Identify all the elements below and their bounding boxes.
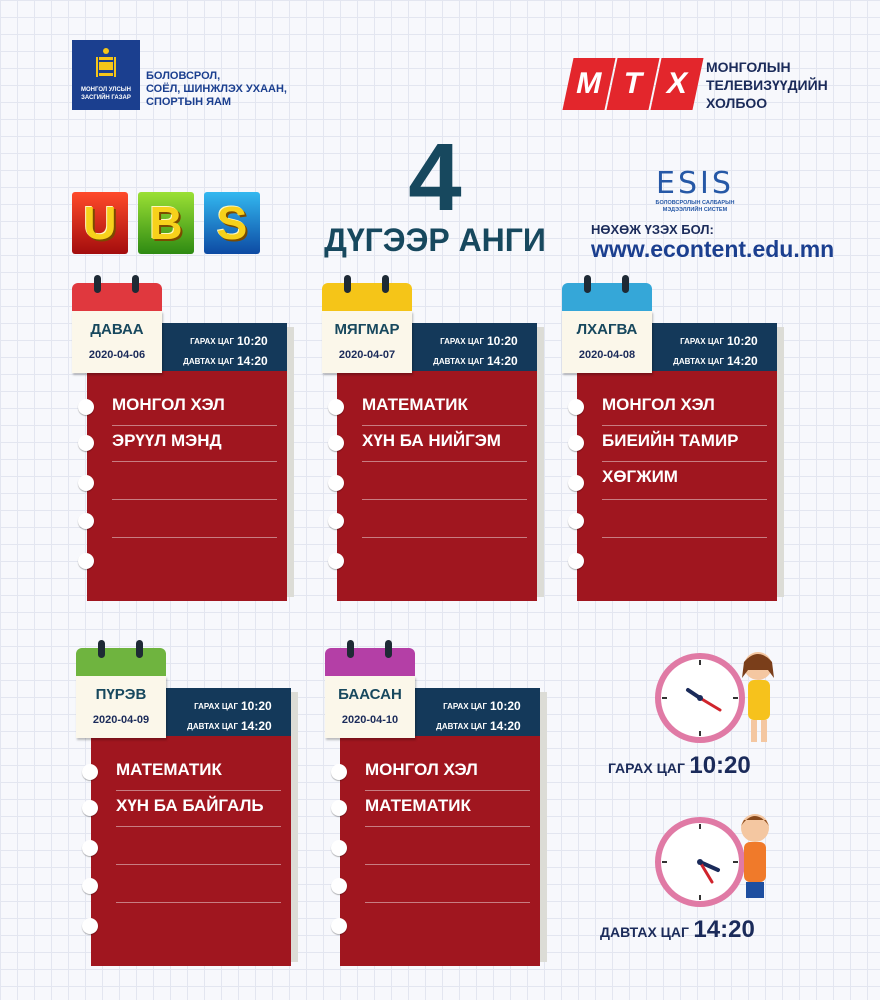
subject-name: ХӨГЖИМ (602, 467, 678, 486)
binder-hole (568, 399, 584, 415)
binder-hole (331, 878, 347, 894)
calendar-ring (385, 640, 392, 658)
air-time-label-group (608, 752, 751, 780)
calendar-ring (347, 640, 354, 658)
more-info-link[interactable]: www.econtent.edu.mn (591, 236, 835, 262)
calendar-top (325, 648, 415, 676)
binder-hole (78, 513, 94, 529)
mtx-letters (568, 58, 698, 110)
soyombo-icon (96, 46, 116, 80)
binder-hole (568, 435, 584, 451)
rerun-time-label: ДАВТАХ ЦАГ (433, 357, 484, 366)
ruled-line (602, 499, 767, 500)
rerun-time-value: 14:20 (487, 354, 518, 368)
clock-icon (600, 810, 780, 920)
subject-board (87, 371, 287, 601)
calendar-icon (562, 283, 652, 365)
air-time-value: 10:20 (689, 752, 751, 779)
air-time-label: ГАРАХ ЦАГ (194, 702, 238, 711)
binder-hole (568, 553, 584, 569)
ruled-line (362, 461, 527, 462)
ministry-name-line: СПОРТЫН ЯАМ (146, 96, 232, 108)
esis-word: ESIS (656, 166, 734, 201)
binder-hole (78, 475, 94, 491)
day-date: 2020-04-08 (578, 349, 636, 361)
ministry-name-line: СОЁЛ, ШИНЖЛЭХ УХААН, (146, 83, 287, 95)
mtx-name (706, 58, 846, 112)
day-date: 2020-04-06 (88, 349, 146, 361)
calendar-top (72, 283, 162, 311)
binder-hole (331, 764, 347, 780)
time-bar (412, 323, 537, 371)
rerun-time-value: 14:20 (241, 719, 272, 733)
mtx-name-line: ХОЛБОО (706, 95, 768, 111)
binder-hole (568, 475, 584, 491)
rerun-time-value: 14:20 (727, 354, 758, 368)
air-time-label: ГАРАХ ЦАГ (440, 337, 484, 346)
esis-subtitle (640, 200, 750, 214)
day-name: БААСАН (338, 686, 402, 703)
calendar-ring (622, 275, 629, 293)
calendar-icon (72, 283, 162, 365)
rerun-time-value: 14:20 (237, 354, 268, 368)
binder-hole (78, 399, 94, 415)
binder-hole (82, 878, 98, 894)
ubs-tile: U (72, 192, 128, 254)
clock-icon (608, 648, 788, 758)
rerun-time-label-group (600, 916, 755, 944)
ruled-line (112, 425, 277, 426)
day-name: ЛХАГВА (576, 321, 638, 338)
air-time-label: ГАРАХ ЦАГ (443, 702, 487, 711)
rerun-time-label: ДАВТАХ ЦАГ (600, 924, 689, 940)
binder-hole (328, 513, 344, 529)
calendar-ring (382, 275, 389, 293)
mtx-name-line: МОНГОЛЫН (706, 59, 791, 75)
day-name: ПҮРЭВ (95, 686, 147, 703)
grade-number: 4 (408, 124, 462, 231)
subject-board (91, 736, 291, 966)
air-time-value: 10:20 (241, 699, 272, 713)
calendar-top (322, 283, 412, 311)
more-info-label: НӨХӨЖ ҮЗЭХ БОЛ: (591, 222, 714, 237)
ruled-line (602, 537, 767, 538)
ruled-line (602, 461, 767, 462)
subject-name: МОНГОЛ ХЭЛ (602, 395, 715, 414)
ministry-emblem (72, 40, 140, 110)
day-card (562, 275, 782, 605)
rerun-time-value: 14:20 (490, 719, 521, 733)
day-name: МЯГМАР (334, 321, 400, 338)
rerun-time-value: 14:20 (693, 916, 755, 943)
binder-hole (328, 553, 344, 569)
ubs-logo (72, 192, 272, 262)
air-time-label: ГАРАХ ЦАГ (608, 760, 685, 776)
ruled-line (116, 864, 281, 865)
mtx-letter: Х (650, 58, 703, 110)
esis-subtitle-line: МЭДЭЭЛЛИЙН СИСТЕМ (662, 207, 728, 213)
day-card (72, 275, 292, 605)
subject-name: МАТЕМАТИК (116, 760, 222, 779)
mtx-letter: М (562, 58, 615, 110)
binder-hole (328, 475, 344, 491)
calendar-ring (98, 640, 105, 658)
ruled-line (365, 790, 530, 791)
calendar-icon (76, 648, 166, 730)
rerun-time-label: ДАВТАХ ЦАГ (436, 722, 487, 731)
air-time-value: 10:20 (490, 699, 521, 713)
day-date: 2020-04-10 (341, 714, 399, 726)
calendar-top (562, 283, 652, 311)
air-time-value: 10:20 (237, 334, 268, 348)
binder-hole (331, 800, 347, 816)
binder-hole (82, 764, 98, 780)
rerun-time-label: ДАВТАХ ЦАГ (673, 357, 724, 366)
day-card (322, 275, 542, 605)
ruled-line (116, 790, 281, 791)
time-bar (652, 323, 777, 371)
binder-hole (328, 435, 344, 451)
binder-hole (331, 840, 347, 856)
binder-hole (82, 840, 98, 856)
day-date: 2020-04-07 (338, 349, 396, 361)
binder-hole (328, 399, 344, 415)
calendar-icon (322, 283, 412, 365)
ruled-line (362, 537, 527, 538)
ruled-line (365, 864, 530, 865)
binder-hole (82, 918, 98, 934)
ruled-line (116, 826, 281, 827)
ministry-name (146, 70, 346, 109)
day-date: 2020-04-09 (92, 714, 150, 726)
subject-board (337, 371, 537, 601)
esis-logo (640, 168, 750, 218)
ruled-line (362, 425, 527, 426)
day-card (76, 640, 296, 970)
calendar-ring (584, 275, 591, 293)
binder-hole (331, 918, 347, 934)
subject-name: ЭРҮҮЛ МЭНД (112, 431, 222, 450)
rerun-time-clock-group (600, 810, 780, 943)
subject-board (340, 736, 540, 966)
binder-hole (78, 435, 94, 451)
calendar-ring (132, 275, 139, 293)
calendar-ring (94, 275, 101, 293)
emblem-caption-line: МОНГОЛ УЛСЫН (81, 87, 131, 93)
calendar-icon (325, 648, 415, 730)
ruled-line (112, 537, 277, 538)
esis-subtitle-line: БОЛОВСРОЛЫН САЛБАРЫН (655, 200, 735, 206)
rerun-time-label: ДАВТАХ ЦАГ (187, 722, 238, 731)
ubs-tile: B (138, 192, 194, 254)
subject-name: МАТЕМАТИК (365, 796, 471, 815)
day-card (325, 640, 545, 970)
calendar-ring (136, 640, 143, 658)
air-time-value: 10:20 (727, 334, 758, 348)
ruled-line (365, 826, 530, 827)
calendar-top (76, 648, 166, 676)
ruled-line (116, 902, 281, 903)
subject-board (577, 371, 777, 601)
mtx-letter: Т (606, 58, 659, 110)
time-bar (166, 688, 291, 736)
mtx-logo (568, 58, 848, 118)
rerun-time-label: ДАВТАХ ЦАГ (183, 357, 234, 366)
subject-name: МАТЕМАТИК (362, 395, 468, 414)
ministry-name-line: БОЛОВСРОЛ, (146, 70, 221, 82)
ruled-line (362, 499, 527, 500)
air-time-label: ГАРАХ ЦАГ (190, 337, 234, 346)
air-time-clock-group (608, 648, 788, 778)
grade-label: ДҮГЭЭР АНГИ (324, 222, 546, 258)
day-name: ДАВАА (90, 321, 144, 338)
binder-hole (78, 553, 94, 569)
ubs-tile: S (204, 192, 260, 254)
subject-name: БИЕИЙН ТАМИР (602, 431, 739, 450)
ministry-logo (72, 40, 322, 112)
ruled-line (112, 499, 277, 500)
binder-hole (82, 800, 98, 816)
subject-name: ХҮН БА БАЙГАЛЬ (116, 796, 264, 815)
ruled-line (602, 425, 767, 426)
ruled-line (365, 902, 530, 903)
air-time-label: ГАРАХ ЦАГ (680, 337, 724, 346)
ruled-line (112, 461, 277, 462)
binder-hole (568, 513, 584, 529)
mtx-name-line: ТЕЛЕВИЗҮҮДИЙН (706, 77, 828, 93)
air-time-value: 10:20 (487, 334, 518, 348)
time-bar (162, 323, 287, 371)
subject-name: МОНГОЛ ХЭЛ (365, 760, 478, 779)
subject-name: МОНГОЛ ХЭЛ (112, 395, 225, 414)
subject-name: ХҮН БА НИЙГЭМ (362, 431, 501, 450)
calendar-ring (344, 275, 351, 293)
emblem-caption-line: ЗАСГИЙН ГАЗАР (81, 95, 131, 101)
time-bar (415, 688, 540, 736)
